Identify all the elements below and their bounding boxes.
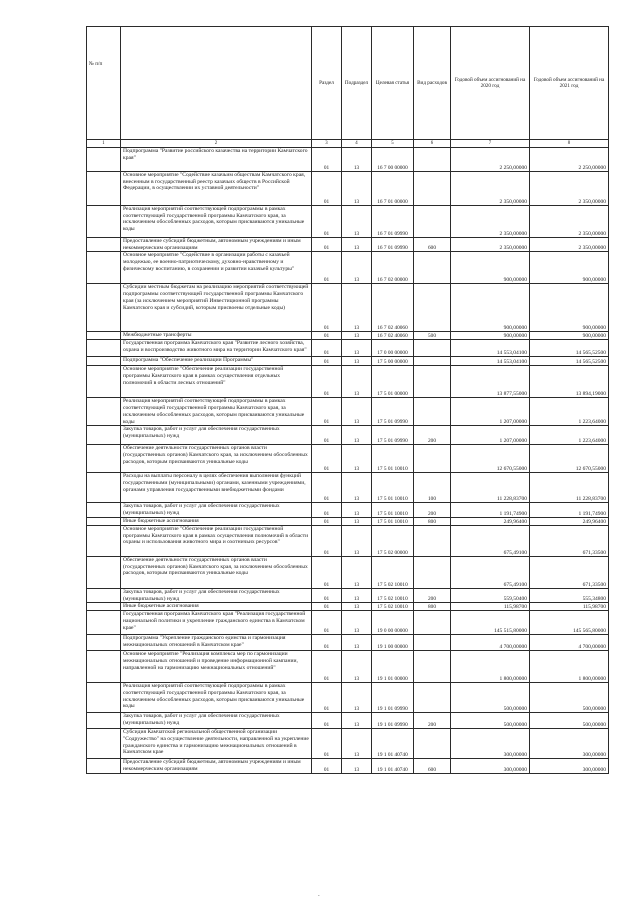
row-number-cell bbox=[87, 206, 121, 238]
amount-2021-cell: 1 191,74900 bbox=[530, 503, 609, 517]
column-index: 6 bbox=[414, 140, 451, 148]
razdel-cell: 01 bbox=[312, 252, 342, 284]
amount-2021-cell: 2 350,00000 bbox=[530, 206, 609, 238]
tselevaya-statya-cell: 16 7 02 40060 bbox=[372, 332, 414, 340]
razdel-cell: 01 bbox=[312, 556, 342, 588]
table-row bbox=[87, 252, 609, 284]
razdel-cell: 01 bbox=[312, 651, 342, 683]
razdel-cell: 01 bbox=[312, 148, 342, 172]
table-body bbox=[87, 140, 609, 774]
row-number-cell bbox=[87, 729, 121, 759]
podrazdel-cell: 13 bbox=[342, 588, 372, 602]
amount-2020-cell: 11 228,83700 bbox=[451, 473, 530, 503]
razdel-cell: 01 bbox=[312, 284, 342, 332]
item-name-cell: Реализация мероприятий соответствующей подпрограммы в рамках соответствующей государственной программы Камчатского края, за исключением обособленных расходов, которым присваиваются уникальные коды bbox=[121, 206, 312, 238]
tselevaya-statya-cell: 17 5 00 00000 bbox=[372, 357, 414, 366]
row-number-cell bbox=[87, 284, 121, 332]
tselevaya-statya-cell: 17 5 01 10010 bbox=[372, 445, 414, 473]
table-row bbox=[87, 729, 609, 759]
amount-2021-cell: 1 800,00000 bbox=[530, 651, 609, 683]
vid-raskhodov-cell bbox=[414, 445, 451, 473]
podrazdel-cell: 13 bbox=[342, 332, 372, 340]
row-number-cell bbox=[87, 611, 121, 635]
table-row bbox=[87, 503, 609, 517]
vid-raskhodov-cell bbox=[414, 340, 451, 357]
razdel-cell: 01 bbox=[312, 366, 342, 398]
item-name-cell: Основное мероприятие "Обеспечение реализации государственной программы Камчатского края в рамках осуществления отдельных полномочий в области лесных отношений" bbox=[121, 366, 312, 398]
amount-2021-cell: 671,33500 bbox=[530, 525, 609, 556]
row-number-cell bbox=[87, 517, 121, 525]
amount-2021-cell: 145 565,80000 bbox=[530, 611, 609, 635]
vid-raskhodov-cell: 800 bbox=[414, 603, 451, 611]
row-number-cell bbox=[87, 759, 121, 773]
table-row bbox=[87, 238, 609, 252]
podrazdel-cell: 13 bbox=[342, 503, 372, 517]
row-number-cell bbox=[87, 651, 121, 683]
razdel-cell: 01 bbox=[312, 445, 342, 473]
row-number-cell bbox=[87, 588, 121, 602]
vid-raskhodov-cell bbox=[414, 148, 451, 172]
vid-raskhodov-cell: 200 bbox=[414, 503, 451, 517]
tselevaya-statya-cell: 16 7 01 09990 bbox=[372, 206, 414, 238]
razdel-cell: 01 bbox=[312, 503, 342, 517]
podrazdel-cell: 13 bbox=[342, 729, 372, 759]
item-name-cell: Субсидия Камчатской региональной общественной организации "Содружество" на осуществление деятельности, направленной на укрепление гражданского единства и гармонизацию межнациональных отношений в Камчатском крае bbox=[121, 729, 312, 759]
razdel-cell: 01 bbox=[312, 517, 342, 525]
vid-raskhodov-cell bbox=[414, 398, 451, 426]
column-index: 3 bbox=[312, 140, 342, 148]
amount-2020-cell: 900,00000 bbox=[451, 332, 530, 340]
item-name-cell: Закупка товаров, работ и услуг для обеспечения государственных (муниципальных) нужд bbox=[121, 588, 312, 602]
amount-2020-cell: 675,49100 bbox=[451, 556, 530, 588]
table-row bbox=[87, 556, 609, 588]
page-mark: . bbox=[318, 890, 320, 898]
table-row bbox=[87, 473, 609, 503]
vid-raskhodov-cell bbox=[414, 729, 451, 759]
table-row bbox=[87, 284, 609, 332]
amount-2021-cell: 500,00000 bbox=[530, 713, 609, 729]
table-row bbox=[87, 445, 609, 473]
table-row bbox=[87, 635, 609, 651]
podrazdel-cell: 13 bbox=[342, 473, 372, 503]
amount-2020-cell: 1 207,00000 bbox=[451, 426, 530, 445]
razdel-cell: 01 bbox=[312, 603, 342, 611]
table-row bbox=[87, 206, 609, 238]
podrazdel-cell: 13 bbox=[342, 683, 372, 713]
razdel-cell: 01 bbox=[312, 729, 342, 759]
razdel-cell: 01 bbox=[312, 340, 342, 357]
row-number-cell bbox=[87, 252, 121, 284]
podrazdel-cell: 13 bbox=[342, 651, 372, 683]
tselevaya-statya-cell: 16 7 01 09990 bbox=[372, 238, 414, 252]
table-row bbox=[87, 713, 609, 729]
razdel-cell: 01 bbox=[312, 238, 342, 252]
item-name-cell: Основное мероприятие "Содействие казачьим обществам Камчатского края, внесенным в государственный реестр казачьих обществ в Российской Федерации, в осуществлении их уставной деятельности" bbox=[121, 172, 312, 206]
tselevaya-statya-cell: 17 5 01 00000 bbox=[372, 366, 414, 398]
podrazdel-cell: 13 bbox=[342, 148, 372, 172]
tselevaya-statya-cell: 19 1 01 09990 bbox=[372, 713, 414, 729]
podrazdel-cell: 13 bbox=[342, 206, 372, 238]
tselevaya-statya-cell: 17 5 01 10010 bbox=[372, 473, 414, 503]
row-number-cell bbox=[87, 556, 121, 588]
tselevaya-statya-cell: 17 5 02 10010 bbox=[372, 603, 414, 611]
amount-2020-cell: 13 877,55000 bbox=[451, 366, 530, 398]
row-number-cell bbox=[87, 398, 121, 426]
column-index: 1 bbox=[87, 140, 121, 148]
header-podrazdel: Подраздел bbox=[342, 27, 372, 140]
vid-raskhodov-cell bbox=[414, 366, 451, 398]
item-name-cell: Реализация мероприятий соответствующей подпрограммы в рамках соответствующей государственной программы Камчатского края, за исключением обособленных расходов, которым присваиваются уникальные коды bbox=[121, 683, 312, 713]
row-number-cell bbox=[87, 148, 121, 172]
column-index: 4 bbox=[342, 140, 372, 148]
amount-2020-cell: 14 553,04100 bbox=[451, 340, 530, 357]
podrazdel-cell: 13 bbox=[342, 556, 372, 588]
table-row bbox=[87, 603, 609, 611]
table-header-row bbox=[87, 27, 609, 140]
vid-raskhodov-cell: 200 bbox=[414, 713, 451, 729]
item-name-cell: Предоставление субсидий бюджетным, автономным учреждениям и иным некоммерческим организациям bbox=[121, 759, 312, 773]
amount-2020-cell: 145 515,80000 bbox=[451, 611, 530, 635]
podrazdel-cell: 13 bbox=[342, 252, 372, 284]
vid-raskhodov-cell bbox=[414, 357, 451, 366]
amount-2021-cell: 300,00000 bbox=[530, 759, 609, 773]
amount-2021-cell: 900,00000 bbox=[530, 284, 609, 332]
column-index-row bbox=[87, 140, 609, 148]
tselevaya-statya-cell: 17 5 01 09990 bbox=[372, 426, 414, 445]
vid-raskhodov-cell: 100 bbox=[414, 473, 451, 503]
vid-raskhodov-cell: 600 bbox=[414, 759, 451, 773]
tselevaya-statya-cell: 17 5 01 10010 bbox=[372, 517, 414, 525]
table-row bbox=[87, 588, 609, 602]
table-row bbox=[87, 611, 609, 635]
table-row bbox=[87, 172, 609, 206]
amount-2020-cell: 500,00000 bbox=[451, 713, 530, 729]
vid-raskhodov-cell: 200 bbox=[414, 588, 451, 602]
amount-2020-cell: 1 207,00000 bbox=[451, 398, 530, 426]
podrazdel-cell: 13 bbox=[342, 426, 372, 445]
amount-2020-cell: 2 350,00000 bbox=[451, 238, 530, 252]
vid-raskhodov-cell bbox=[414, 611, 451, 635]
table-row bbox=[87, 525, 609, 556]
razdel-cell: 01 bbox=[312, 473, 342, 503]
podrazdel-cell: 13 bbox=[342, 525, 372, 556]
row-number-cell bbox=[87, 366, 121, 398]
column-index: 7 bbox=[451, 140, 530, 148]
podrazdel-cell: 13 bbox=[342, 445, 372, 473]
amount-2020-cell: 900,00000 bbox=[451, 284, 530, 332]
amount-2020-cell: 2 250,00000 bbox=[451, 148, 530, 172]
table-row bbox=[87, 366, 609, 398]
razdel-cell: 01 bbox=[312, 357, 342, 366]
razdel-cell: 01 bbox=[312, 398, 342, 426]
podrazdel-cell: 13 bbox=[342, 713, 372, 729]
header-number: № п/п bbox=[87, 27, 121, 140]
item-name-cell: Основное мероприятие "Реализация комплекса мер по гармонизации межнациональных отношений и проведение информационной кампании, направленной на гармонизацию межнациональных отношений" bbox=[121, 651, 312, 683]
razdel-cell: 01 bbox=[312, 426, 342, 445]
column-index: 5 bbox=[372, 140, 414, 148]
tselevaya-statya-cell: 17 5 01 10010 bbox=[372, 503, 414, 517]
tselevaya-statya-cell: 19 1 01 40740 bbox=[372, 759, 414, 773]
row-number-cell bbox=[87, 340, 121, 357]
podrazdel-cell: 13 bbox=[342, 238, 372, 252]
amount-2020-cell: 675,49100 bbox=[451, 525, 530, 556]
tselevaya-statya-cell: 19 1 01 40740 bbox=[372, 729, 414, 759]
amount-2021-cell: 11 228,83700 bbox=[530, 473, 609, 503]
tselevaya-statya-cell: 19 1 01 09990 bbox=[372, 683, 414, 713]
table-row bbox=[87, 517, 609, 525]
header-tselevaya-statya: Целевая статья bbox=[372, 27, 414, 140]
table-row bbox=[87, 332, 609, 340]
tselevaya-statya-cell: 17 0 00 00000 bbox=[372, 340, 414, 357]
vid-raskhodov-cell: 600 bbox=[414, 238, 451, 252]
table-row bbox=[87, 398, 609, 426]
vid-raskhodov-cell: 800 bbox=[414, 517, 451, 525]
item-name-cell: Основное мероприятие "Обеспечение реализации государственной программы Камчатского края в рамках осуществления полномочий в области охраны и использования животного мира и охотничьих ресурсов" bbox=[121, 525, 312, 556]
amount-2020-cell: 115,98700 bbox=[451, 603, 530, 611]
header-name bbox=[121, 27, 312, 140]
amount-2020-cell: 12 670,55000 bbox=[451, 445, 530, 473]
amount-2020-cell: 2 350,00000 bbox=[451, 172, 530, 206]
item-name-cell: Подпрограмма "Обеспечение реализации Программы" bbox=[121, 357, 312, 366]
tselevaya-statya-cell: 17 5 02 10010 bbox=[372, 588, 414, 602]
amount-2021-cell: 115,98700 bbox=[530, 603, 609, 611]
razdel-cell: 01 bbox=[312, 635, 342, 651]
podrazdel-cell: 13 bbox=[342, 357, 372, 366]
item-name-cell: Иные бюджетные ассигнования bbox=[121, 517, 312, 525]
amount-2021-cell: 4 700,00000 bbox=[530, 635, 609, 651]
tselevaya-statya-cell: 17 5 02 10010 bbox=[372, 556, 414, 588]
amount-2021-cell: 14 565,52500 bbox=[530, 340, 609, 357]
tselevaya-statya-cell: 16 7 02 40060 bbox=[372, 284, 414, 332]
table-row bbox=[87, 340, 609, 357]
vid-raskhodov-cell bbox=[414, 252, 451, 284]
tselevaya-statya-cell: 19 1 01 00000 bbox=[372, 651, 414, 683]
podrazdel-cell: 13 bbox=[342, 517, 372, 525]
razdel-cell: 01 bbox=[312, 172, 342, 206]
amount-2021-cell: 900,00000 bbox=[530, 332, 609, 340]
vid-raskhodov-cell bbox=[414, 206, 451, 238]
row-number-cell bbox=[87, 172, 121, 206]
amount-2021-cell: 555,34800 bbox=[530, 588, 609, 602]
item-name-cell: Предоставление субсидий бюджетным, автономным учреждениям и иным некоммерческим организациям bbox=[121, 238, 312, 252]
item-name-cell: Иные бюджетные ассигнования bbox=[121, 603, 312, 611]
razdel-cell: 01 bbox=[312, 713, 342, 729]
razdel-cell: 01 bbox=[312, 206, 342, 238]
tselevaya-statya-cell: 16 7 02 00000 bbox=[372, 252, 414, 284]
item-name-cell: Обеспечение деятельности государственных органов власти (государственных органов) Камчатского края, за исключением обособленных расходов, которым присваиваются уникальные коды bbox=[121, 445, 312, 473]
table-row bbox=[87, 651, 609, 683]
vid-raskhodov-cell bbox=[414, 525, 451, 556]
razdel-cell: 01 bbox=[312, 683, 342, 713]
header-vid-raskhodov: Вид расходов bbox=[414, 27, 451, 140]
amount-2020-cell: 500,00000 bbox=[451, 683, 530, 713]
amount-2020-cell: 249,96400 bbox=[451, 517, 530, 525]
row-number-cell bbox=[87, 683, 121, 713]
table-row bbox=[87, 759, 609, 773]
amount-2020-cell: 14 553,04100 bbox=[451, 357, 530, 366]
amount-2020-cell: 300,00000 bbox=[451, 759, 530, 773]
column-index: 2 bbox=[121, 140, 312, 148]
amount-2020-cell: 559,50400 bbox=[451, 588, 530, 602]
item-name-cell: Закупка товаров, работ и услуг для обеспечения государственных (муниципальных) нужд bbox=[121, 426, 312, 445]
item-name-cell: Межбюджетные трансферты bbox=[121, 332, 312, 340]
podrazdel-cell: 13 bbox=[342, 284, 372, 332]
item-name-cell: Закупка товаров, работ и услуг для обеспечения государственных (муниципальных) нужд bbox=[121, 503, 312, 517]
amount-2021-cell: 13 894,19000 bbox=[530, 366, 609, 398]
amount-2021-cell: 1 223,64000 bbox=[530, 426, 609, 445]
razdel-cell: 01 bbox=[312, 332, 342, 340]
amount-2020-cell: 2 350,00000 bbox=[451, 206, 530, 238]
row-number-cell bbox=[87, 473, 121, 503]
tselevaya-statya-cell: 17 5 01 09990 bbox=[372, 398, 414, 426]
amount-2021-cell: 900,00000 bbox=[530, 252, 609, 284]
column-index: 8 bbox=[530, 140, 609, 148]
item-name-cell: Закупка товаров, работ и услуг для обеспечения государственных (муниципальных) нужд bbox=[121, 713, 312, 729]
podrazdel-cell: 13 bbox=[342, 603, 372, 611]
tselevaya-statya-cell: 17 5 02 00000 bbox=[372, 525, 414, 556]
razdel-cell: 01 bbox=[312, 759, 342, 773]
item-name-cell: Государственная программа Камчатского края "Реализация государственной национальной политики и укрепление гражданского единства в Камчатском крае" bbox=[121, 611, 312, 635]
amount-2021-cell: 1 223,64000 bbox=[530, 398, 609, 426]
amount-2021-cell: 300,00000 bbox=[530, 729, 609, 759]
podrazdel-cell: 13 bbox=[342, 366, 372, 398]
item-name-cell: Расходы на выплаты персоналу в целях обеспечения выполнения функций государственными (муниципальными) органами, казенными учреждениями, органами управления государственными внебюджетными фондами bbox=[121, 473, 312, 503]
row-number-cell bbox=[87, 525, 121, 556]
table-row bbox=[87, 426, 609, 445]
item-name-cell: Основное мероприятие "Содействие в организации работы с казачьей молодежью, ее военно-патриотическому, духовно-нравственному и физическому воспитанию, в сохранении и развитии казачьей культуры" bbox=[121, 252, 312, 284]
amount-2021-cell: 2 350,00000 bbox=[530, 172, 609, 206]
podrazdel-cell: 13 bbox=[342, 172, 372, 206]
amount-2020-cell: 300,00000 bbox=[451, 729, 530, 759]
table-row bbox=[87, 683, 609, 713]
razdel-cell: 01 bbox=[312, 588, 342, 602]
amount-2021-cell: 12 670,55000 bbox=[530, 445, 609, 473]
row-number-cell bbox=[87, 635, 121, 651]
item-name-cell: Подпрограмма "Развитие российского казачества на территории Камчатского края" bbox=[121, 148, 312, 172]
tselevaya-statya-cell: 19 0 00 00000 bbox=[372, 611, 414, 635]
item-name-cell: Реализация мероприятий соответствующей подпрограммы в рамках соответствующей государственной программы Камчатского края, за исключением обособленных расходов, которым присваиваются уникальные коды bbox=[121, 398, 312, 426]
amount-2021-cell: 14 565,52500 bbox=[530, 357, 609, 366]
tselevaya-statya-cell: 16 7 00 00000 bbox=[372, 148, 414, 172]
row-number-cell bbox=[87, 426, 121, 445]
row-number-cell bbox=[87, 503, 121, 517]
budget-appropriations-table bbox=[86, 26, 609, 774]
tselevaya-statya-cell: 16 7 01 00000 bbox=[372, 172, 414, 206]
razdel-cell: 01 bbox=[312, 611, 342, 635]
amount-2021-cell: 2 250,00000 bbox=[530, 148, 609, 172]
amount-2021-cell: 249,96400 bbox=[530, 517, 609, 525]
vid-raskhodov-cell bbox=[414, 284, 451, 332]
vid-raskhodov-cell bbox=[414, 635, 451, 651]
amount-2021-cell: 500,00000 bbox=[530, 683, 609, 713]
podrazdel-cell: 13 bbox=[342, 611, 372, 635]
row-number-cell bbox=[87, 713, 121, 729]
vid-raskhodov-cell bbox=[414, 683, 451, 713]
header-amount-2020: Годовой объем ассигнований на 2020 год bbox=[451, 27, 530, 140]
vid-raskhodov-cell bbox=[414, 556, 451, 588]
amount-2020-cell: 1 191,74900 bbox=[451, 503, 530, 517]
tselevaya-statya-cell: 19 1 00 00000 bbox=[372, 635, 414, 651]
vid-raskhodov-cell bbox=[414, 651, 451, 683]
row-number-cell bbox=[87, 332, 121, 340]
vid-raskhodov-cell bbox=[414, 172, 451, 206]
row-number-cell bbox=[87, 357, 121, 366]
table-row bbox=[87, 357, 609, 366]
item-name-cell: Обеспечение деятельности государственных органов власти (государственных органов) Камчатского края, за исключением обособленных расходов, которым присваиваются уникальные коды bbox=[121, 556, 312, 588]
row-number-cell bbox=[87, 603, 121, 611]
podrazdel-cell: 13 bbox=[342, 398, 372, 426]
amount-2021-cell: 2 350,00000 bbox=[530, 238, 609, 252]
table-row bbox=[87, 148, 609, 172]
header-razdel: Раздел bbox=[312, 27, 342, 140]
item-name-cell: Подпрограмма "Укрепление гражданского единства и гармонизация межнациональных отношений в Камчатском крае" bbox=[121, 635, 312, 651]
razdel-cell: 01 bbox=[312, 525, 342, 556]
vid-raskhodov-cell: 500 bbox=[414, 332, 451, 340]
vid-raskhodov-cell: 200 bbox=[414, 426, 451, 445]
amount-2020-cell: 4 700,00000 bbox=[451, 635, 530, 651]
item-name-cell: Государственная программа Камчатского края "Развитие лесного хозяйства, охрана и воспроизводство животного мира на территории Камчатского края" bbox=[121, 340, 312, 357]
header-amount-2021: Годовой объем ассигнований на 2021 год bbox=[530, 27, 609, 140]
amount-2020-cell: 900,00000 bbox=[451, 252, 530, 284]
item-name-cell: Субсидии местным бюджетам на реализацию мероприятий соответствующей подпрограммы соответствующей государственной программы Камчатского края (за исключением мероприятий Инвестиционной программы Камчатского края и субсидий, которым присвоены отдельные коды) bbox=[121, 284, 312, 332]
podrazdel-cell: 13 bbox=[342, 340, 372, 357]
row-number-cell bbox=[87, 238, 121, 252]
podrazdel-cell: 13 bbox=[342, 759, 372, 773]
row-number-cell bbox=[87, 445, 121, 473]
podrazdel-cell: 13 bbox=[342, 635, 372, 651]
amount-2021-cell: 671,33500 bbox=[530, 556, 609, 588]
amount-2020-cell: 1 800,00000 bbox=[451, 651, 530, 683]
